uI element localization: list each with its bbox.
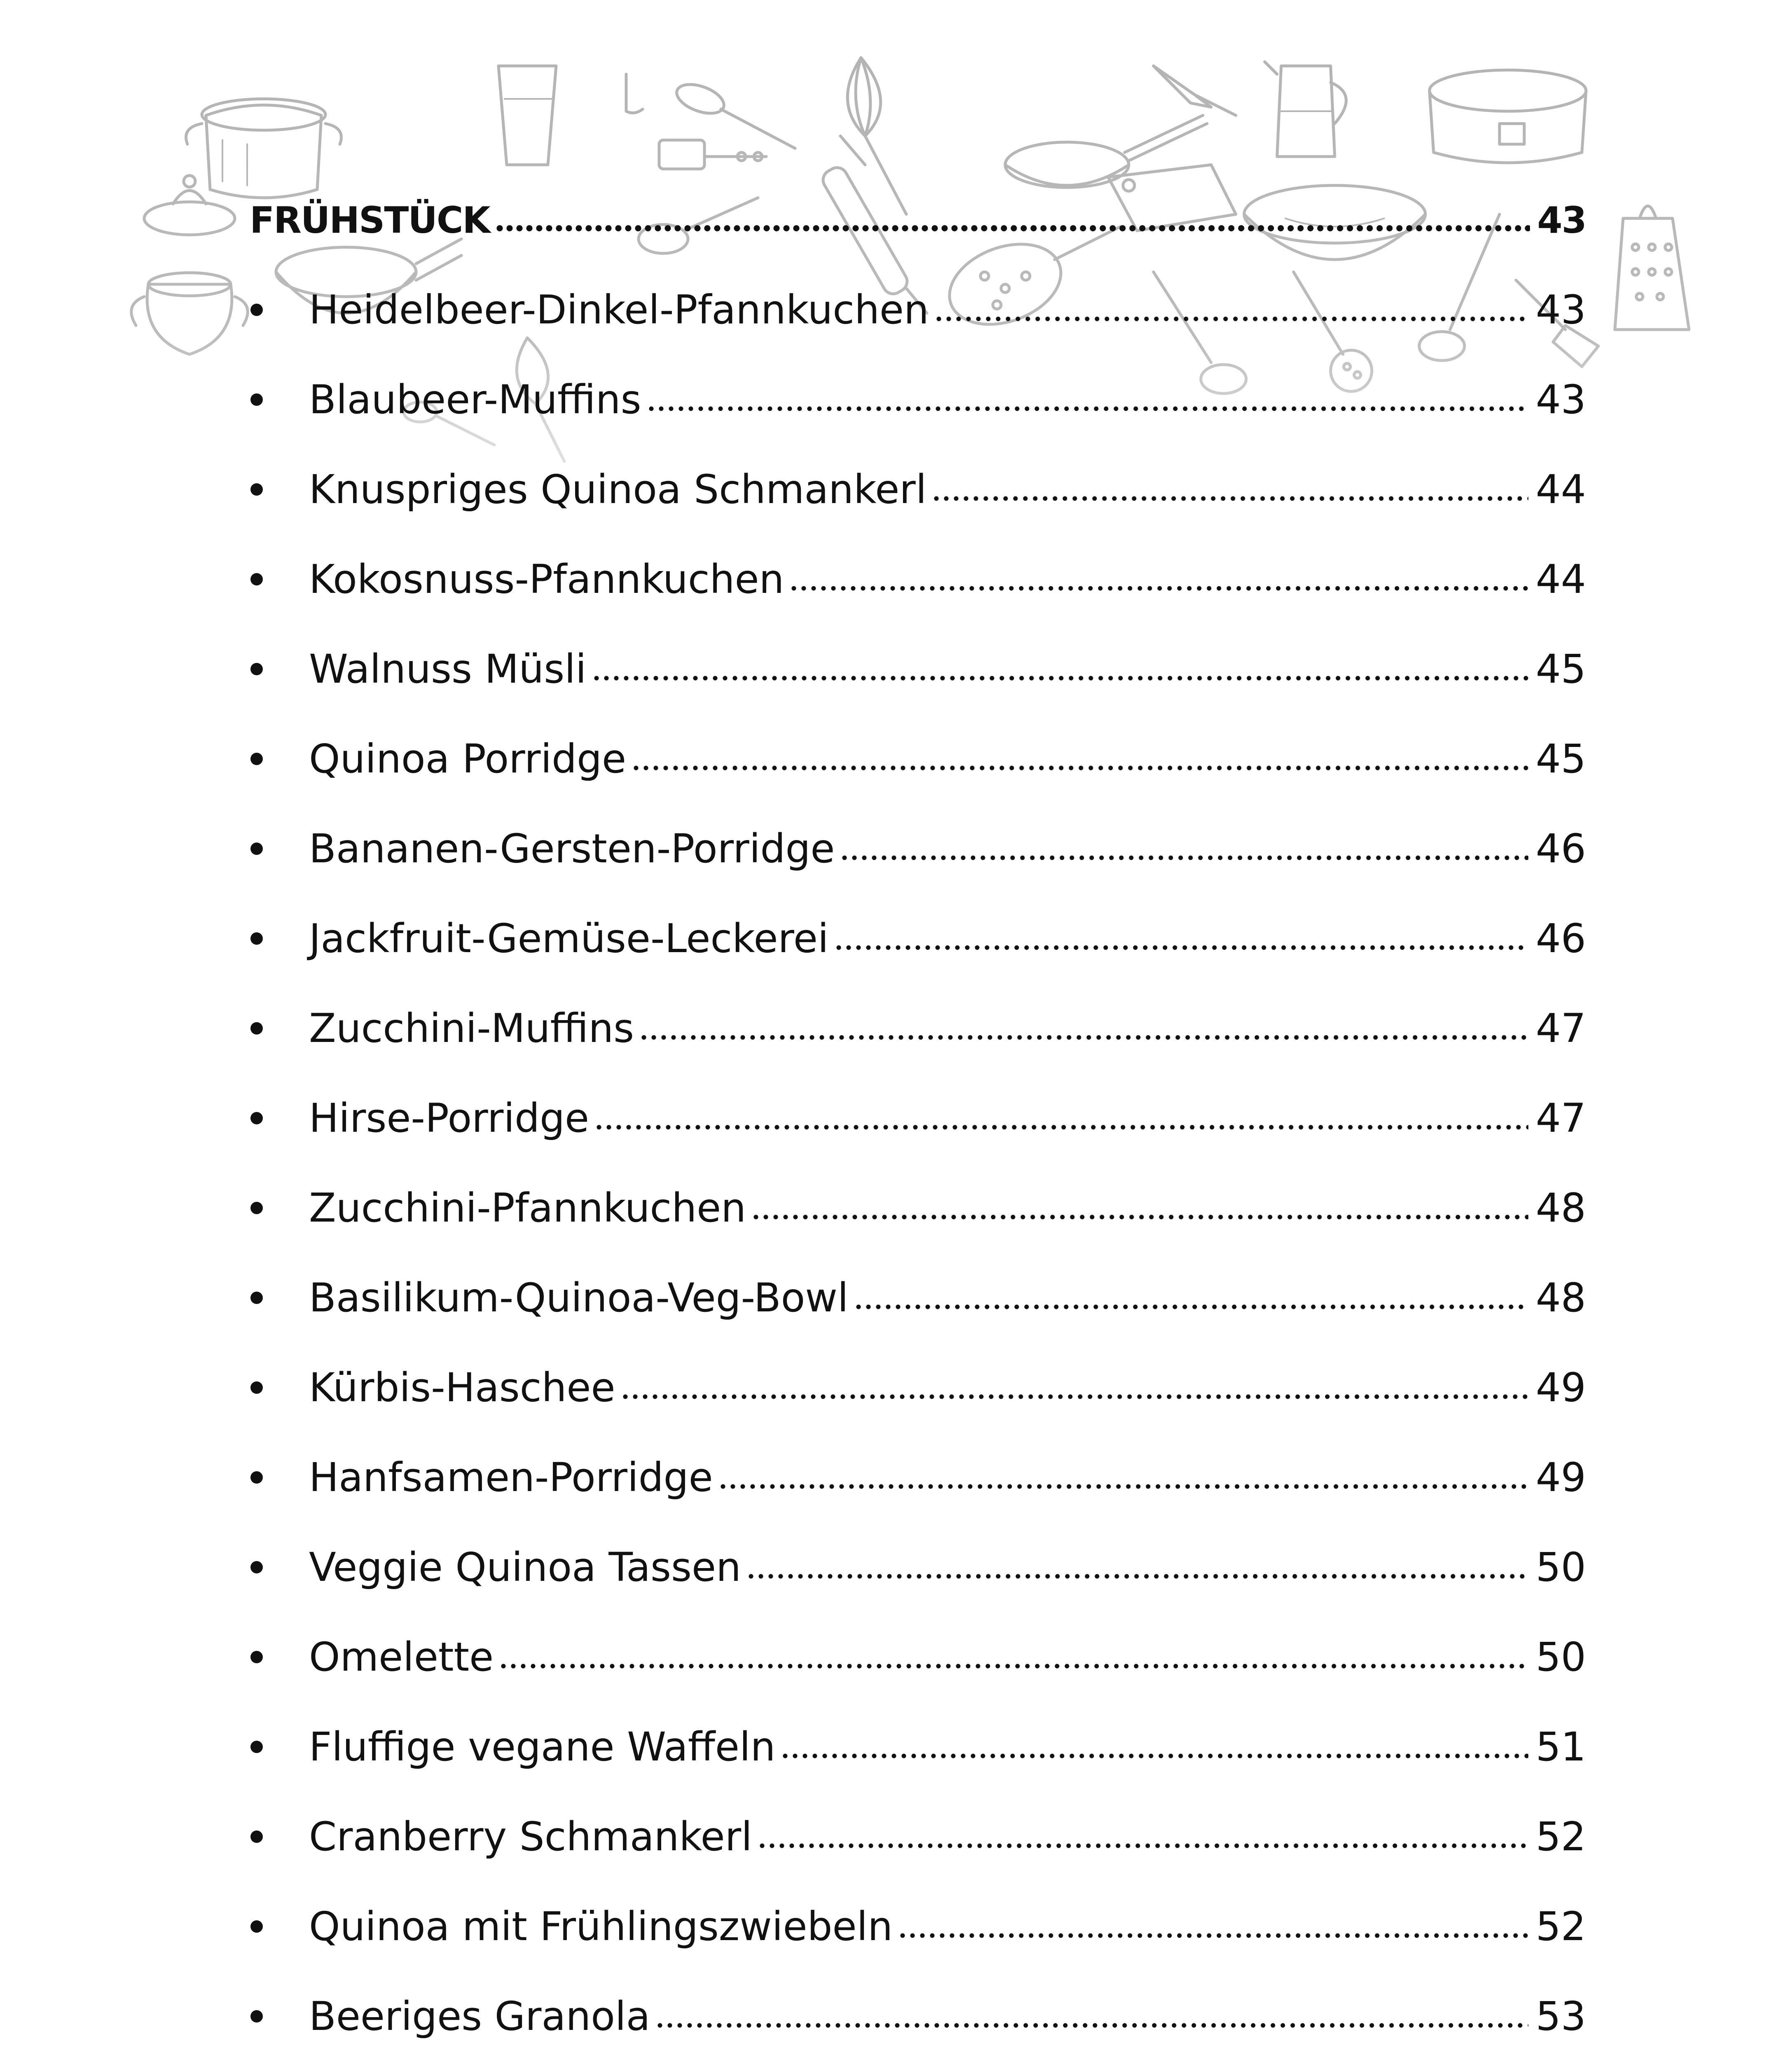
toc-entry[interactable]: [247, 1522, 1586, 1612]
dot-leader: [854, 1303, 1528, 1311]
page-number: 45: [1535, 736, 1586, 782]
dot-leader: [498, 1662, 1528, 1670]
dot-leader: [620, 1393, 1528, 1401]
page-number: 47: [1535, 1005, 1586, 1051]
dot-leader: [495, 224, 1530, 232]
page-number: 52: [1535, 1814, 1586, 1860]
page-number: 50: [1535, 1544, 1586, 1590]
dot-leader: [594, 1123, 1528, 1131]
entry-title: Heidelbeer-Dinkel-Pfannkuchen: [309, 287, 929, 333]
dot-leader: [789, 584, 1528, 592]
page-number: 43: [1537, 199, 1586, 241]
entry-title: Walnuss Müsli: [309, 646, 587, 692]
toc-entry[interactable]: [247, 1612, 1586, 1702]
dot-leader: [639, 1033, 1528, 1042]
page-number: 44: [1535, 466, 1586, 513]
grater-icon: [1615, 206, 1689, 330]
page-number: 46: [1535, 826, 1586, 872]
toc-entry[interactable]: [247, 1971, 1586, 2060]
page-number: 44: [1535, 556, 1586, 602]
entry-title: Jackfruit-Gemüse-Leckerei: [309, 915, 829, 962]
toc-entry[interactable]: [247, 1882, 1586, 1971]
pitcher-icon: [1265, 62, 1346, 157]
page-number: 53: [1535, 1993, 1586, 2039]
entry-title: Hirse-Porridge: [309, 1095, 590, 1141]
entry-title: Kürbis-Haschee: [309, 1365, 615, 1411]
entry-title: Hanfsamen-Porridge: [309, 1454, 713, 1501]
dot-leader: [931, 494, 1528, 503]
toc-entry[interactable]: [247, 1433, 1586, 1522]
dot-leader: [757, 1842, 1528, 1850]
page-number: 49: [1535, 1365, 1586, 1411]
knife-icon: [1153, 66, 1236, 115]
page-number: 46: [1535, 915, 1586, 962]
entry-title: Basilikum-Quinoa-Veg-Bowl: [309, 1275, 849, 1321]
page-number: 52: [1535, 1903, 1586, 1950]
entry-title: Beeriges Granola: [309, 1993, 650, 2039]
toc-section-heading[interactable]: [247, 175, 1586, 265]
dot-leader: [718, 1482, 1528, 1491]
dot-leader: [631, 764, 1528, 772]
dot-leader: [840, 854, 1528, 862]
page-number: 47: [1535, 1095, 1586, 1141]
dot-leader: [655, 2021, 1528, 2030]
entry-title: Quinoa Porridge: [309, 736, 627, 782]
toc-entry[interactable]: [247, 445, 1586, 534]
toc-entry[interactable]: [247, 1253, 1586, 1343]
toc-entry[interactable]: [247, 983, 1586, 1073]
dot-leader: [898, 1931, 1528, 1940]
glass-icon: [498, 66, 556, 165]
section-title: FRÜHSTÜCK: [250, 199, 490, 241]
dot-leader: [780, 1752, 1528, 1760]
dot-leader: [746, 1572, 1528, 1580]
page-number: 49: [1535, 1454, 1586, 1501]
toc-entry[interactable]: [247, 355, 1586, 445]
toc-entry[interactable]: [247, 1343, 1586, 1433]
entry-title: Blaubeer-Muffins: [309, 377, 641, 423]
page-number: 48: [1535, 1185, 1586, 1231]
entry-title: Quinoa mit Frühlingszwiebeln: [309, 1903, 893, 1950]
toc-entry[interactable]: [247, 624, 1586, 714]
dot-leader: [834, 943, 1528, 952]
page-number: 45: [1535, 646, 1586, 692]
entry-title: Fluffige vegane Waffeln: [309, 1724, 776, 1770]
entry-title: Omelette: [309, 1634, 494, 1680]
entry-title: Knuspriges Quinoa Schmankerl: [309, 466, 927, 513]
page-number: 51: [1535, 1724, 1586, 1770]
toc-entry[interactable]: [247, 265, 1586, 355]
entry-title: Bananen-Gersten-Porridge: [309, 826, 835, 872]
dot-leader: [646, 405, 1528, 413]
toc-entry[interactable]: [247, 534, 1586, 624]
toc-entries: [247, 265, 1586, 2060]
entry-title: Zucchini-Pfannkuchen: [309, 1185, 746, 1231]
dot-leader: [592, 674, 1528, 682]
dot-leader: [751, 1213, 1528, 1221]
dot-leader: [934, 315, 1528, 323]
entry-title: Cranberry Schmankerl: [309, 1814, 752, 1860]
page-number: 48: [1535, 1275, 1586, 1321]
toc-entry[interactable]: [247, 894, 1586, 983]
entry-title: Zucchini-Muffins: [309, 1005, 634, 1051]
page-number: 50: [1535, 1634, 1586, 1680]
toc-entry[interactable]: [247, 1163, 1586, 1253]
table-of-contents: [247, 175, 1586, 2060]
toc-entry[interactable]: [247, 714, 1586, 804]
entry-title: Kokosnuss-Pfannkuchen: [309, 556, 784, 602]
toc-entry[interactable]: [247, 1702, 1586, 1792]
page-number: 43: [1535, 377, 1586, 423]
sugar-bowl-icon: [131, 176, 248, 354]
page-number: 43: [1535, 287, 1586, 333]
entry-title: Veggie Quinoa Tassen: [309, 1544, 741, 1590]
cake-tin-icon: [1429, 70, 1586, 163]
toc-entry[interactable]: [247, 1792, 1586, 1882]
toc-entry[interactable]: [247, 804, 1586, 894]
cleaver-icon: [659, 140, 766, 169]
toc-entry[interactable]: [247, 1073, 1586, 1163]
